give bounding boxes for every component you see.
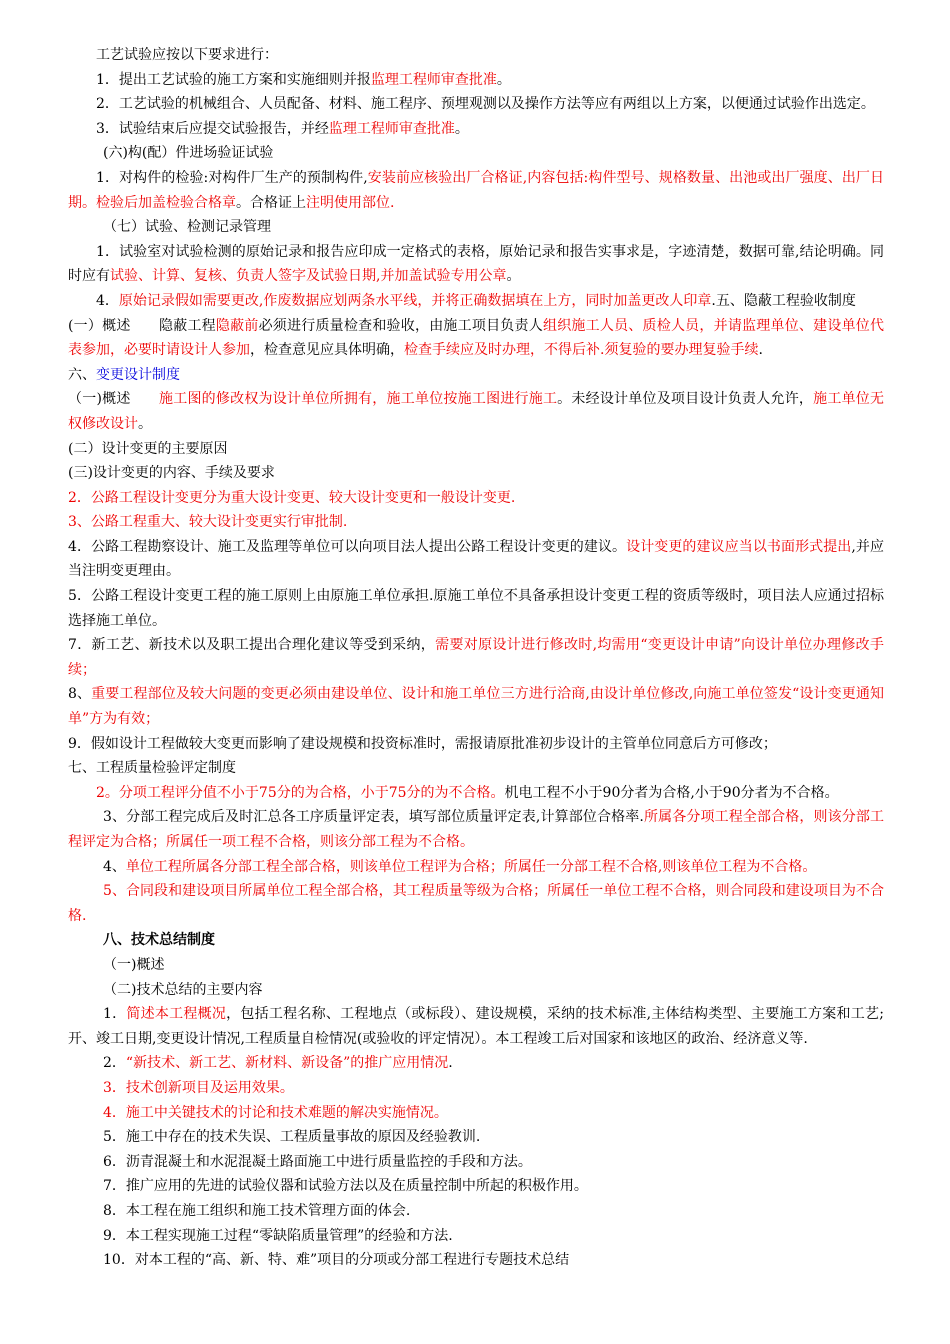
highlighted-text: 3、公路工程重大、较大设计变更实行审批制. bbox=[68, 514, 348, 531]
text-run: 3、分部工程完成后及时汇总各工序质量评定表，填写部位质量评定表,计算部位合格率. bbox=[103, 809, 644, 826]
text-run: 六、 bbox=[68, 366, 96, 383]
highlighted-text: 单位工程所属各分部工程全部合格，则该单位工程评为合格；所属任一分部工程不合格,则该单位工程为不合格。 bbox=[125, 858, 817, 875]
text-run: (二）设计变更的主要原因 bbox=[68, 440, 228, 457]
paragraph bbox=[68, 682, 884, 731]
text-run: 7．新工艺、新技术以及职工提出合理化建议等受到采纳， bbox=[68, 637, 436, 654]
paragraph bbox=[68, 1224, 884, 1249]
text-run: 7．推广应用的先进的试验仪器和试验方法以及在质量控制中所起的积极作用。 bbox=[103, 1178, 588, 1195]
highlighted-text: 简述本工程概况 bbox=[126, 1006, 227, 1023]
paragraph bbox=[68, 732, 884, 757]
text-run: 1．对构件的检验:对构件厂生产的预制构件, bbox=[96, 169, 368, 186]
highlighted-text: 所属各分项工程全部合格，则该分部工程评定为合格；所属任一项工程不合格，则该分部工程为不合格。 bbox=[68, 809, 884, 850]
text-run: 4． bbox=[96, 292, 119, 309]
paragraph bbox=[68, 117, 884, 142]
text-run: （一)概述 bbox=[103, 956, 165, 973]
document-body bbox=[68, 43, 884, 1273]
text-run: 七、工程质量检验评定制度 bbox=[68, 760, 236, 777]
highlighted-text: 监理工程师审查批准 bbox=[370, 71, 497, 88]
paragraph bbox=[68, 363, 884, 388]
paragraph bbox=[68, 461, 884, 486]
text-run: 4．公路工程勘察设计、施工及监理等单位可以向项目法人提出公路工程设计变更的建议。 bbox=[68, 538, 627, 555]
highlighted-text: 3．技术创新项目及运用效果。 bbox=[103, 1079, 294, 1096]
highlighted-text: 需要对原设计进行修改时,均需用“变更设计申请”向设计单位办理修改手续； bbox=[68, 637, 885, 678]
highlighted-text: “新技术、新工艺、新材料、新设备”的推广应用情况 bbox=[125, 1055, 449, 1072]
text-run: 8、 bbox=[68, 686, 92, 703]
text-run: 。 bbox=[506, 268, 521, 285]
text-run: 9．假如设计工程做较大变更而影响了建设规模和投资标准时，需报请原批准初步设计的主管单位同意后方可修改； bbox=[68, 735, 777, 752]
text-run: 9．本工程实现施工过程“零缺陷质量管理”的经验和方法. bbox=[103, 1227, 453, 1244]
paragraph bbox=[68, 1125, 884, 1150]
highlighted-text: 2．公路工程设计变更分为重大设计变更、较大设计变更和一般设计变更. bbox=[68, 489, 516, 506]
paragraph bbox=[68, 1101, 884, 1126]
paragraph bbox=[68, 805, 884, 854]
highlighted-text: 注明使用部位. bbox=[306, 194, 395, 211]
text-run: 6．沥青混凝土和水泥混凝土路面施工中进行质量监控的手段和方法。 bbox=[103, 1153, 532, 1170]
highlighted-text: 重要工程部位及较大问题的变更必须由建设单位、设计和施工单位三方进行洽商,由设计单位修改,向施工单位签发“设计变更通知单”方为有效； bbox=[68, 686, 884, 728]
paragraph bbox=[68, 633, 884, 682]
highlighted-text: 施工单位无权修改设计 bbox=[68, 391, 885, 432]
paragraph bbox=[68, 953, 884, 978]
highlighted-text: 设计变更的建议应当以书面形式提出 bbox=[626, 538, 852, 555]
text-run: 必须进行质量检查和验收，由施工项目负责人 bbox=[258, 317, 543, 334]
text-run: 1． bbox=[103, 1006, 127, 1023]
text-run: （一)概述 bbox=[68, 391, 160, 408]
text-run: 2． bbox=[103, 1055, 126, 1072]
paragraph bbox=[68, 1174, 884, 1199]
highlighted-text: 原始记录假如需要更改,作废数据应划两条水平线，并将正确数据填在上方，同时加盖更改人印章 bbox=[118, 292, 712, 309]
paragraph bbox=[68, 486, 884, 511]
text-run: 1．提出工艺试验的施工方案和实施细则并报 bbox=[96, 71, 371, 88]
highlighted-text: 安装前应核验出厂合格证,内容包括:构件型号、规格数量、出池或出厂强度、出厂日期。检验后加盖检验合格章 bbox=[68, 169, 884, 211]
highlighted-text: 检查手续应及时办理，不得后补.须复验的要办理复验手续 bbox=[404, 342, 759, 359]
text-run: 4、 bbox=[103, 858, 126, 875]
paragraph bbox=[68, 1002, 884, 1051]
text-run: （七）试验、检测记录管理 bbox=[103, 219, 271, 236]
text-run: 3．试验结束后应提交试验报告，并经 bbox=[96, 120, 329, 137]
paragraph bbox=[68, 756, 884, 781]
paragraph bbox=[68, 141, 884, 166]
text-run: ，检查意见应具体明确， bbox=[250, 342, 404, 359]
text-run: (六)构(配）件进场验证试验 bbox=[103, 145, 274, 162]
paragraph bbox=[68, 1199, 884, 1224]
paragraph bbox=[68, 584, 884, 633]
paragraph bbox=[68, 68, 884, 93]
paragraph bbox=[68, 879, 884, 928]
paragraph bbox=[68, 215, 884, 240]
text-run: 。合格证上 bbox=[236, 194, 306, 211]
text-run: (三)设计变更的内容、手续及要求 bbox=[68, 465, 275, 482]
text-run: 。未经设计单位及项目设计负责人允许， bbox=[557, 391, 814, 408]
highlighted-text: 组织施工人员、质检人员，并请监理单位、建设单位代表参加，必要时请设计人参加 bbox=[68, 317, 885, 359]
paragraph bbox=[68, 314, 884, 363]
text-run: 八、技术总结制度 bbox=[103, 932, 215, 949]
text-run: 10．对本工程的“高、新、特、难”项目的分项或分部工程进行专题技术总结 bbox=[103, 1252, 570, 1269]
paragraph bbox=[68, 535, 884, 584]
text-run: ，包括工程名称、工程地点（或标段）、建设规模，采纳的技术标准,主体结构类型、主要施工方案和工艺;开、竣工日期,变更设计情况,工程质量自检情况(或验收的评定情况）。本工程竣工后对国家和该地区的政治、经济意义等. bbox=[68, 1006, 884, 1047]
text-run: （二)技术总结的主要内容 bbox=[103, 981, 263, 998]
highlighted-text: 试验、计算、复核、负责人签字及试验日期,并加盖试验专用公章 bbox=[110, 268, 507, 285]
paragraph bbox=[68, 1150, 884, 1175]
text-run: (一）概述 隐蔽工程 bbox=[68, 317, 216, 334]
highlighted-text: 5、合同段和建设项目所属单位工程全部合格，其工程质量等级为合格；所属任一单位工程不合格，则合同段和建设项目为不合格. bbox=[68, 883, 884, 924]
text-run: 5．施工中存在的技术失误、工程质量事故的原因及经验教训. bbox=[103, 1129, 481, 1146]
paragraph bbox=[68, 1051, 884, 1076]
highlighted-text: 施工图的修改权为设计单位所拥有，施工单位按施工图进行施工 bbox=[159, 391, 558, 408]
text-run: 1．试验室对试验检测的原始记录和报告应印成一定格式的表格，原始记录和报告实事求是，字迹清楚，数据可靠,结论明确。同时应有 bbox=[68, 243, 884, 285]
paragraph bbox=[68, 928, 884, 953]
text-run: 。 bbox=[138, 415, 152, 432]
text-run: 。 bbox=[454, 120, 469, 137]
paragraph bbox=[68, 387, 884, 436]
blue-text: 变更设计制度 bbox=[96, 366, 180, 383]
highlighted-text: 隐蔽前 bbox=[215, 317, 259, 334]
paragraph bbox=[68, 437, 884, 462]
text-run: 工艺试验应按以下要求进行： bbox=[96, 47, 278, 63]
highlighted-text: 4．施工中关键技术的讨论和技术难题的解决实施情况。 bbox=[103, 1104, 448, 1121]
text-run: .五、隐蔽工程验收制度 bbox=[711, 292, 856, 309]
paragraph bbox=[68, 1248, 884, 1273]
paragraph bbox=[68, 510, 884, 535]
paragraph bbox=[68, 978, 884, 1003]
text-run: . bbox=[758, 342, 763, 359]
text-run: 机电工程不小于90分者为合格,小于90分者为不合格。 bbox=[504, 784, 839, 801]
text-run: ,并应当注明变更理由。 bbox=[68, 538, 885, 580]
paragraph bbox=[68, 92, 884, 117]
paragraph bbox=[68, 289, 884, 314]
paragraph bbox=[68, 43, 884, 68]
paragraph bbox=[68, 855, 884, 880]
text-run: . bbox=[448, 1055, 453, 1072]
text-run: 。 bbox=[496, 71, 511, 88]
text-run: 2．工艺试验的机械组合、人员配备、材料、施工程序、预埋观测以及操作方法等应有两组以上方案，以便通过试验作出选定。 bbox=[96, 96, 875, 113]
paragraph bbox=[68, 240, 884, 289]
paragraph bbox=[68, 781, 884, 806]
text-run: 5．公路工程设计变更工程的施工原则上由原施工单位承担.原施工单位不具备承担设计变更工程的资质等级时，项目法人应通过招标选择施工单位。 bbox=[68, 588, 884, 629]
text-run: 8．本工程在施工组织和施工技术管理方面的体会. bbox=[103, 1202, 411, 1219]
paragraph bbox=[68, 166, 884, 215]
highlighted-text: 监理工程师审查批准 bbox=[328, 120, 455, 137]
highlighted-text: 2。分项工程评分值不小于75分的为合格，小于75分的为不合格。 bbox=[96, 784, 505, 801]
paragraph bbox=[68, 1076, 884, 1101]
